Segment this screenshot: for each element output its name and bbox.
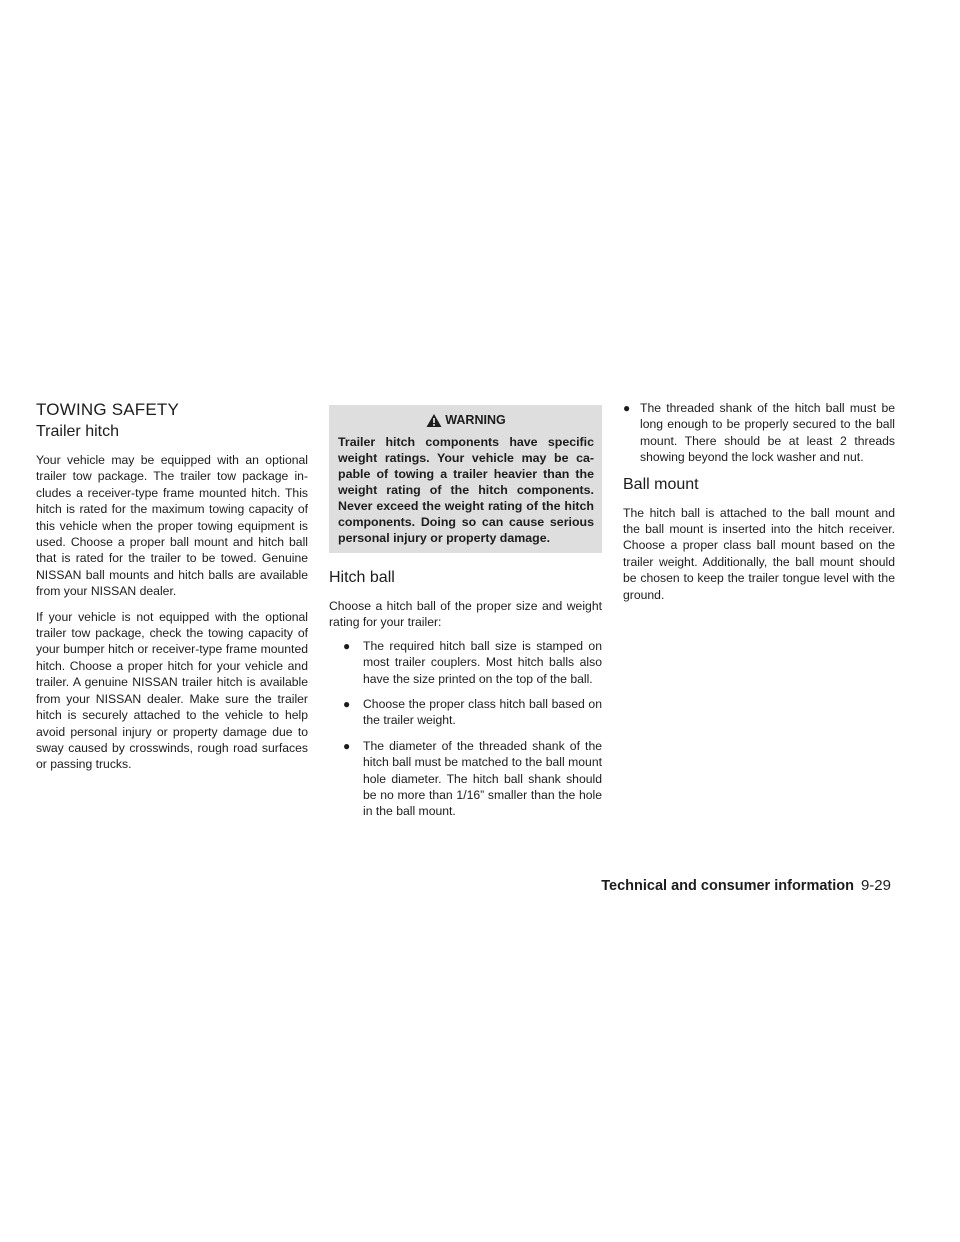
list-item-text: The diameter of the threaded shank of the hitch ball must be matched to the ball mount hole diameter. The hitch ball shank should be no more than 1/16” smaller than the hole in the ball mount. [363, 738, 602, 819]
list-item [623, 400, 895, 466]
hitch-ball-heading: Hitch ball [329, 569, 395, 586]
warning-header [338, 411, 594, 429]
page-footer [601, 877, 891, 894]
list-item [329, 738, 602, 820]
page-number: 9-29 [860, 877, 891, 894]
trailer-hitch-paragraph-1: Your vehicle may be equipped with an optional trailer tow package. The trailer tow package in-cludes a receiver-type frame mounted hitch. This hitch is rated for the maximum towing capacity of this vehicle when the proper towing equipment is used. Choose a proper ball mount and hitch ball that is rated for the trailer to be towed. Genuine NISSAN ball mounts and hitch balls are available from your NISSAN dealer. [36, 453, 308, 599]
trailer-hitch-heading: Trailer hitch [36, 423, 119, 440]
list-item-text: The required hitch ball size is stamped on most trailer couplers. Most hitch balls also have the size printed on the top of the ball. [363, 638, 602, 686]
warning-triangle-icon [426, 413, 442, 428]
ball-mount-paragraph: The hitch ball is attached to the ball mount and the ball mount is inserted into the hitch receiver. Choose a proper class ball mount based on the trailer weight. Additionally, the ball mount should be chosen to keep the trailer tongue level with the ground. [623, 505, 895, 602]
section-title: TOWING SAFETY [36, 400, 180, 419]
ball-mount-heading: Ball mount [623, 475, 699, 493]
list-item [329, 696, 602, 729]
left-column [36, 400, 308, 782]
hitch-ball-list-continued [623, 400, 895, 466]
bullet-icon: ● [343, 697, 351, 712]
footer-section-title: Technical and consumer information [601, 878, 854, 894]
list-item-text: The threaded shank of the hitch ball must be long enough to be properly secured to the ball mount. There should be at least 2 threads showing beyond the lock washer and nut. [640, 401, 895, 465]
bullet-icon: ● [343, 738, 351, 753]
bullet-icon: ● [623, 401, 631, 415]
hitch-ball-list [329, 638, 602, 820]
hitch-ball-intro: Choose a hitch ball of the proper size and weight rating for your trailer: [329, 599, 602, 630]
bullet-icon: ● [343, 638, 351, 653]
warning-title: WARNING [445, 413, 506, 427]
right-column [623, 400, 895, 612]
warning-box [329, 405, 602, 553]
trailer-hitch-paragraph-2: If your vehicle is not equipped with the optional trailer tow package, check the towing capacity of your bumper hitch or receiver-type frame mounted hitch. Choose a proper hitch for your vehicle and trailer. A genuine NISSAN trailer hitch is available from your NISSAN dealer. Make sure the trailer hitch is securely attached to the vehicle to help avoid personal injury or property damage due to sway caused by crosswinds, rough road surfaces or passing trucks. [36, 609, 308, 772]
list-item [329, 638, 602, 687]
warning-text: Trailer hitch components have specific weight ratings. Your vehicle may be ca-pable of towing a trailer heavier than the weight rating of the hitch components. Never exceed the weight rating of the hitch components. Doing so can cause serious personal injury or property damage. [338, 435, 594, 545]
list-item-text: Choose the proper class hitch ball based on the trailer weight. [363, 697, 602, 728]
middle-column [329, 400, 602, 829]
